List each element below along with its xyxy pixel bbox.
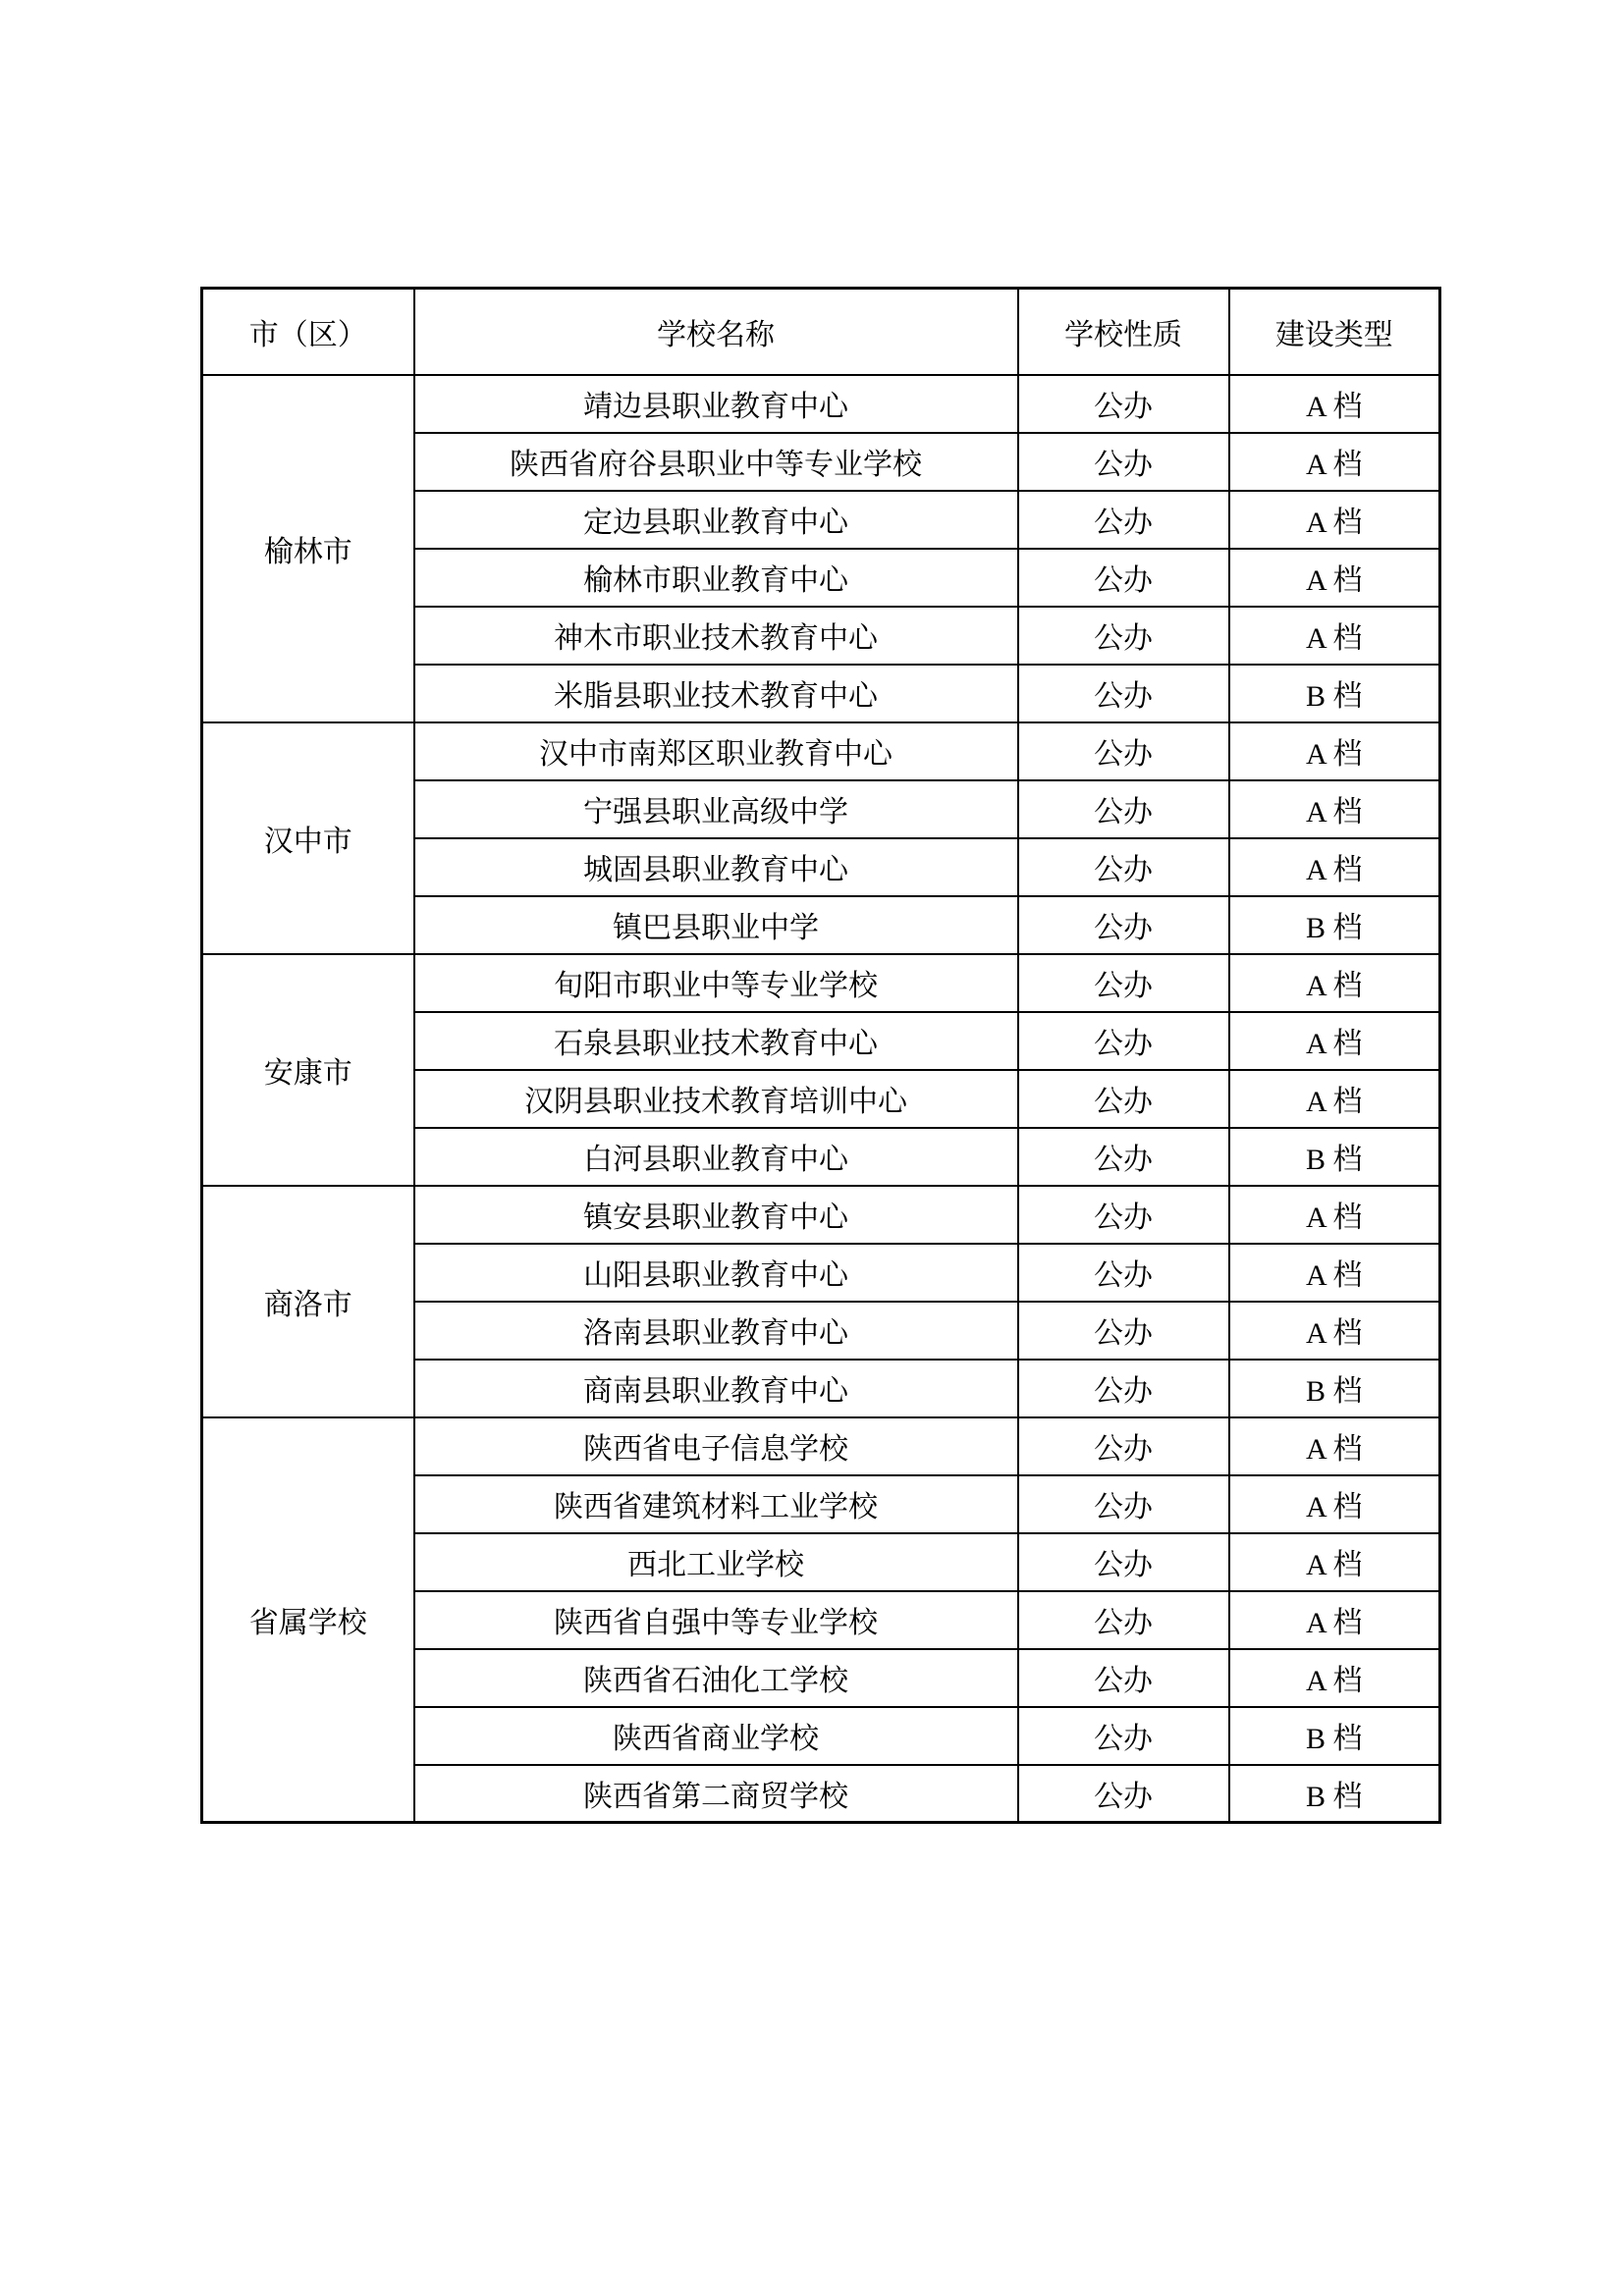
- nature-cell: 公办: [1018, 607, 1229, 665]
- school-cell: 陕西省自强中等专业学校: [414, 1591, 1018, 1649]
- nature-cell: 公办: [1018, 954, 1229, 1012]
- school-roster-table: [200, 287, 1441, 1824]
- type-cell: B 档: [1229, 1765, 1440, 1823]
- header-region: 市（区）: [202, 289, 414, 375]
- region-cell: 榆林市: [202, 375, 414, 722]
- school-cell: 商南县职业教育中心: [414, 1360, 1018, 1417]
- school-cell: 陕西省石油化工学校: [414, 1649, 1018, 1707]
- school-cell: 西北工业学校: [414, 1533, 1018, 1591]
- school-cell: 旬阳市职业中等专业学校: [414, 954, 1018, 1012]
- nature-cell: 公办: [1018, 1533, 1229, 1591]
- school-cell: 汉中市南郑区职业教育中心: [414, 722, 1018, 780]
- nature-cell: 公办: [1018, 549, 1229, 607]
- type-cell: A 档: [1229, 1012, 1440, 1070]
- type-cell: B 档: [1229, 1360, 1440, 1417]
- nature-cell: 公办: [1018, 1417, 1229, 1475]
- school-cell: 城固县职业教育中心: [414, 838, 1018, 896]
- nature-cell: 公办: [1018, 1012, 1229, 1070]
- nature-cell: 公办: [1018, 838, 1229, 896]
- type-cell: B 档: [1229, 896, 1440, 954]
- school-cell: 镇安县职业教育中心: [414, 1186, 1018, 1244]
- type-cell: A 档: [1229, 549, 1440, 607]
- nature-cell: 公办: [1018, 1186, 1229, 1244]
- nature-cell: 公办: [1018, 1591, 1229, 1649]
- school-cell: 定边县职业教育中心: [414, 491, 1018, 549]
- nature-cell: 公办: [1018, 1707, 1229, 1765]
- type-cell: A 档: [1229, 1302, 1440, 1360]
- nature-cell: 公办: [1018, 1128, 1229, 1186]
- type-cell: B 档: [1229, 1707, 1440, 1765]
- nature-cell: 公办: [1018, 665, 1229, 722]
- school-cell: 汉阴县职业技术教育培训中心: [414, 1070, 1018, 1128]
- table-row: [202, 375, 1440, 433]
- type-cell: A 档: [1229, 780, 1440, 838]
- type-cell: A 档: [1229, 433, 1440, 491]
- region-cell: 安康市: [202, 954, 414, 1186]
- school-cell: 陕西省第二商贸学校: [414, 1765, 1018, 1823]
- school-cell: 洛南县职业教育中心: [414, 1302, 1018, 1360]
- nature-cell: 公办: [1018, 1302, 1229, 1360]
- region-cell: 省属学校: [202, 1417, 414, 1823]
- nature-cell: 公办: [1018, 433, 1229, 491]
- nature-cell: 公办: [1018, 896, 1229, 954]
- nature-cell: 公办: [1018, 1649, 1229, 1707]
- type-cell: A 档: [1229, 375, 1440, 433]
- type-cell: A 档: [1229, 1417, 1440, 1475]
- type-cell: A 档: [1229, 491, 1440, 549]
- school-cell: 陕西省府谷县职业中等专业学校: [414, 433, 1018, 491]
- type-cell: A 档: [1229, 1533, 1440, 1591]
- type-cell: A 档: [1229, 1070, 1440, 1128]
- table-header-row: [202, 289, 1440, 375]
- region-cell: 汉中市: [202, 722, 414, 954]
- nature-cell: 公办: [1018, 491, 1229, 549]
- school-cell: 靖边县职业教育中心: [414, 375, 1018, 433]
- type-cell: B 档: [1229, 665, 1440, 722]
- header-school-nature: 学校性质: [1018, 289, 1229, 375]
- school-cell: 神木市职业技术教育中心: [414, 607, 1018, 665]
- school-cell: 山阳县职业教育中心: [414, 1244, 1018, 1302]
- nature-cell: 公办: [1018, 1360, 1229, 1417]
- school-cell: 白河县职业教育中心: [414, 1128, 1018, 1186]
- nature-cell: 公办: [1018, 1070, 1229, 1128]
- school-cell: 镇巴县职业中学: [414, 896, 1018, 954]
- table-row: [202, 954, 1440, 1012]
- type-cell: A 档: [1229, 1649, 1440, 1707]
- table-row: [202, 722, 1440, 780]
- region-cell: 商洛市: [202, 1186, 414, 1417]
- school-cell: 陕西省电子信息学校: [414, 1417, 1018, 1475]
- nature-cell: 公办: [1018, 1765, 1229, 1823]
- table-row: [202, 1186, 1440, 1244]
- table-row: [202, 1417, 1440, 1475]
- nature-cell: 公办: [1018, 780, 1229, 838]
- header-school-name: 学校名称: [414, 289, 1018, 375]
- type-cell: A 档: [1229, 722, 1440, 780]
- school-cell: 石泉县职业技术教育中心: [414, 1012, 1018, 1070]
- header-construction-type: 建设类型: [1229, 289, 1440, 375]
- type-cell: A 档: [1229, 1591, 1440, 1649]
- school-cell: 陕西省商业学校: [414, 1707, 1018, 1765]
- school-cell: 宁强县职业高级中学: [414, 780, 1018, 838]
- type-cell: A 档: [1229, 838, 1440, 896]
- type-cell: A 档: [1229, 954, 1440, 1012]
- school-cell: 榆林市职业教育中心: [414, 549, 1018, 607]
- nature-cell: 公办: [1018, 1244, 1229, 1302]
- school-cell: 米脂县职业技术教育中心: [414, 665, 1018, 722]
- type-cell: A 档: [1229, 1244, 1440, 1302]
- nature-cell: 公办: [1018, 722, 1229, 780]
- school-cell: 陕西省建筑材料工业学校: [414, 1475, 1018, 1533]
- type-cell: A 档: [1229, 1186, 1440, 1244]
- type-cell: A 档: [1229, 607, 1440, 665]
- type-cell: A 档: [1229, 1475, 1440, 1533]
- nature-cell: 公办: [1018, 375, 1229, 433]
- nature-cell: 公办: [1018, 1475, 1229, 1533]
- type-cell: B 档: [1229, 1128, 1440, 1186]
